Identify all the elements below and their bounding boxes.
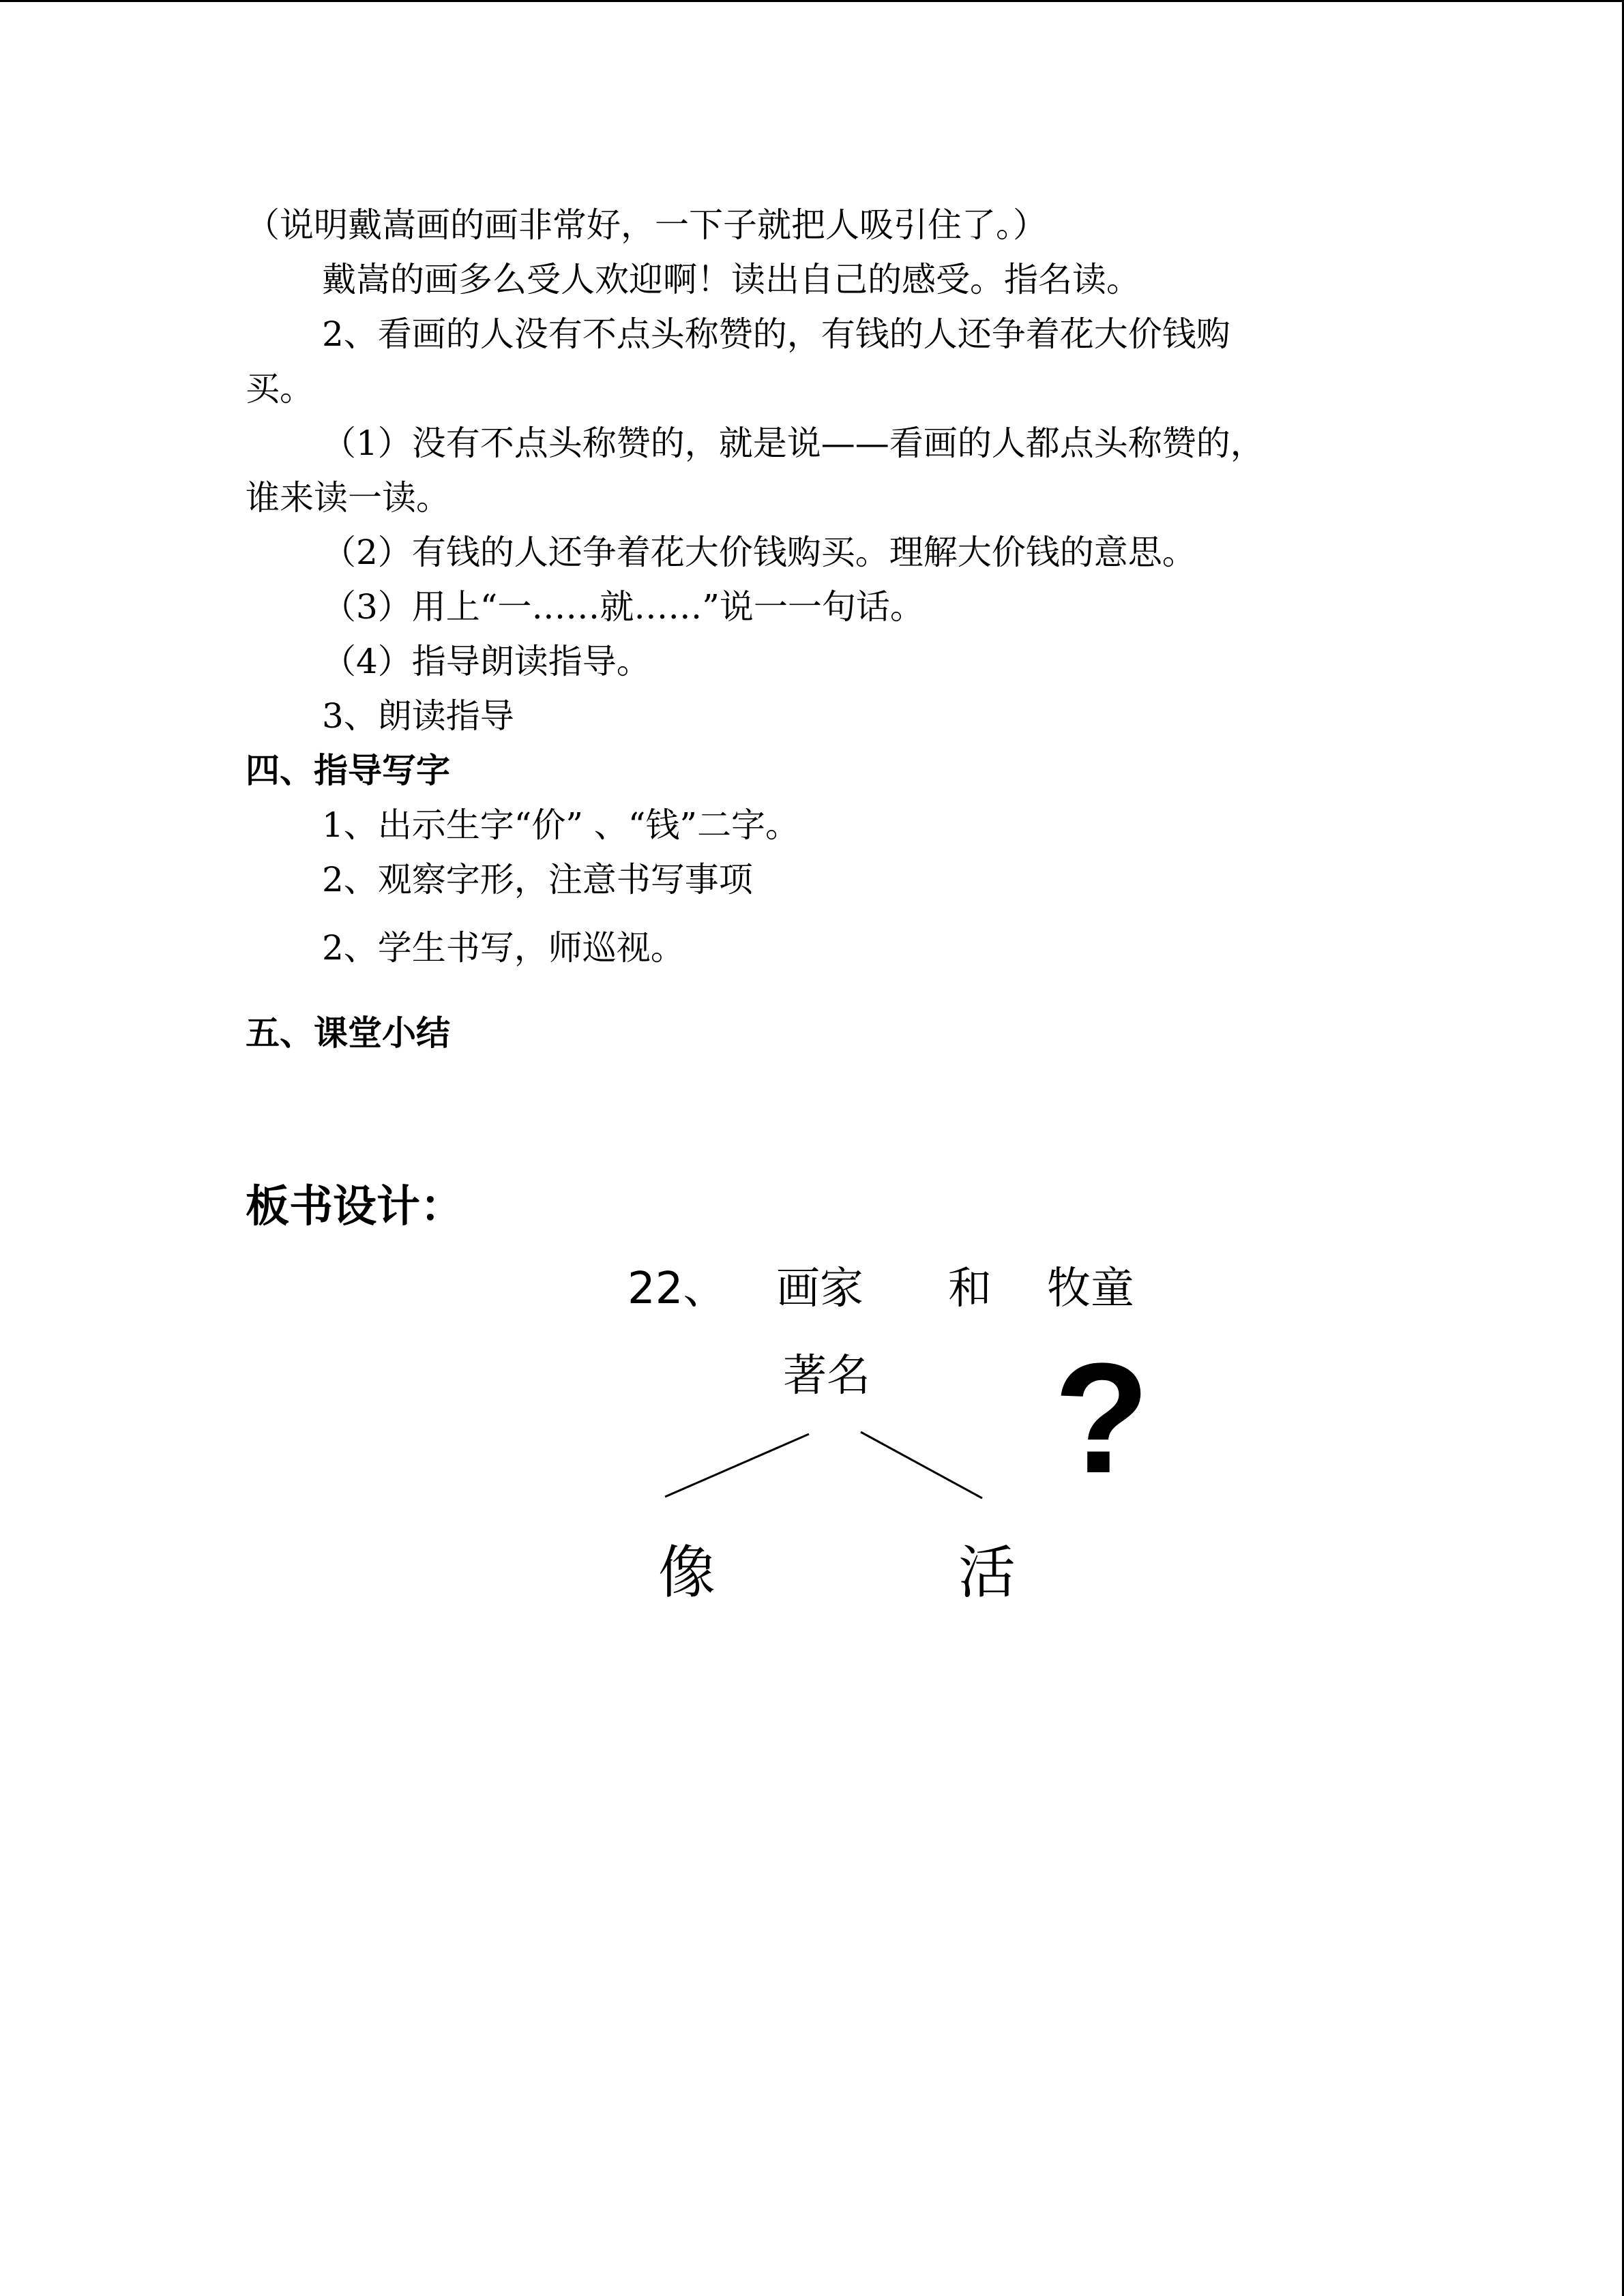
text-line-9: （4）指导朗读指导。 bbox=[322, 642, 651, 681]
text-line-2: 戴嵩的画多么受人欢迎啊！读出自己的感受。指名读。 bbox=[322, 260, 1140, 299]
board-word-painter: 画家 bbox=[776, 1264, 863, 1314]
text-line-12: 2、观察字形，注意书写事项 bbox=[322, 860, 753, 899]
board-lesson-number: 22、 bbox=[628, 1264, 727, 1314]
section-heading-5: 五、课堂小结 bbox=[246, 1013, 450, 1053]
text-line-5: （1）没有不点头称赞的，就是说——看画的人都点头称赞的， bbox=[322, 423, 1265, 463]
branch-line-right bbox=[861, 1432, 982, 1498]
branch-line-left bbox=[665, 1434, 809, 1497]
text-line-3: 2、看画的人没有不点头称赞的，有钱的人还争着花大价钱购 bbox=[322, 314, 1230, 354]
text-line-1: （说明戴嵩画的画非常好，一下子就把人吸引住了。） bbox=[246, 205, 1047, 245]
text-line-6: 谁来读一读。 bbox=[246, 478, 450, 518]
question-mark-icon: ? bbox=[1054, 1330, 1150, 1506]
section-heading-4: 四、指导写字 bbox=[246, 751, 450, 790]
board-word-shepherd: 牧童 bbox=[1047, 1264, 1134, 1314]
text-line-4: 买。 bbox=[246, 369, 314, 408]
board-char-alive: 活 bbox=[958, 1539, 1016, 1606]
text-line-13: 2、学生书写，师巡视。 bbox=[322, 928, 685, 968]
text-line-10: 3、朗读指导 bbox=[322, 696, 514, 736]
text-line-7: （2）有钱的人还争着花大价钱购买。理解大价钱的意思。 bbox=[322, 533, 1196, 572]
text-line-8: （3）用上“一……就……”说一一句话。 bbox=[322, 587, 924, 627]
text-line-11: 1、出示生字“价” 、“钱”二字。 bbox=[322, 805, 799, 845]
board-design-title: 板书设计： bbox=[246, 1182, 464, 1232]
board-word-and: 和 bbox=[948, 1264, 992, 1314]
board-word-famous: 著名 bbox=[783, 1351, 870, 1401]
board-char-like: 像 bbox=[658, 1539, 716, 1606]
